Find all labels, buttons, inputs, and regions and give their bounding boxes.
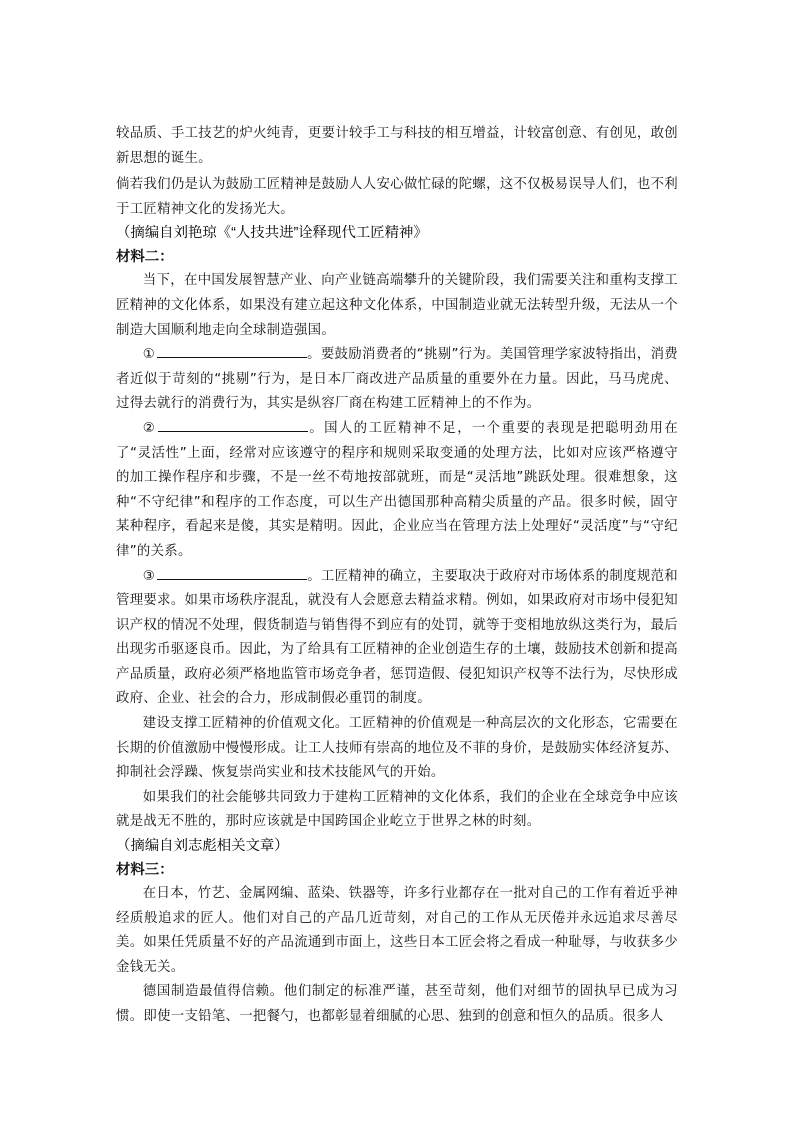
document-page <box>116 122 678 1030</box>
paragraph-text: 。要鼓励消费者的“挑剔”行为。美国管理学家波特指出，消费者近似于苛刻的“挑剔”行为，是日本厂商改进产品质量的重要外在力量。因此，马马虎虎、过得去就行的消费行为，其实是纵容厂商在构建工匠精神上的不作为。 <box>116 347 678 412</box>
paragraph: 当下，在中国发展智慧产业、向产业链高端攀升的关键阶段，我们需要关注和重构支撑工匠精神的文化体系，如果没有建立起这种文化体系，中国制造业就无法转型升级，无法从一个制造大国顺利地走向全球制造强国。 <box>116 273 678 338</box>
paragraph-text: 。工匠精神的确立，主要取决于政府对市场体系的制度规范和管理要求。如果市场秩序混乱，就没有人会愿意去精益求精。例如，如果政府对市场中侵犯知识产权的情况不处理，假货制造与销售得不到应有的处罚，就等于变相地放纵这类行为，最后出现劣币驱逐良币。因此，为了给具有工匠精神的企业创造生存的土壤，鼓励技术创新和提高产品质量，政府必须严格地监管市场竞争者，惩罚造假、侵犯知识产权等不法行为，尽快形成政府、企业、社会的合力，形成制假必重罚的制度。 <box>116 568 678 707</box>
paragraph: 较品质、手工技艺的炉火纯青，更要计较手工与科技的相互增益，计较富创意、有创见，敢创新思想的诞生。 <box>116 126 678 166</box>
blank-marker: ② <box>142 420 157 436</box>
paragraph: 建设支撑工匠精神的价值观文化。工匠精神的价值观是一种高层次的文化形态，它需要在长期的价值激励中慢慢形成。让工人技师有崇高的地位及不菲的身价，是鼓励实体经济复苏、抑制社会浮躁、恢复崇尚实业和技术技能风气的开始。 <box>116 716 678 781</box>
fill-blank-paragraph <box>116 565 678 713</box>
fill-blank-paragraph <box>116 343 678 417</box>
paragraph: 如果我们的社会能够共同致力于建构工匠精神的文化体系，我们的企业在全球竞争中应该就是战无不胜的，那时应该就是中国跨国企业屹立于世界之林的时刻。 <box>116 789 678 830</box>
source-citation: （摘编自刘志彪相关文章） <box>116 838 289 855</box>
answer-blank <box>158 417 308 432</box>
section-heading: 材料二： <box>116 249 174 266</box>
blank-marker: ③ <box>142 568 156 584</box>
paragraph: 在日本，竹艺、金属网编、蓝染、铁器等，许多行业都存在一批对自己的工作有着近乎神经质般追求的匠人。他们对自己的产品几近苛刻，对自己的工作从无厌倦并永远追求尽善尽美。如果任凭质量不好的产品流通到市面上，这些日本工匠会将之看成一种耻辱，与收获多少金钱无关。 <box>116 886 678 975</box>
section-heading: 材料三： <box>116 862 174 879</box>
paragraph: 倘若我们仍是认为鼓励工匠精神是鼓励人人安心做忙碌的陀螺，这不仅极易误导人们，也不利于工匠精神文化的发扬光大。 <box>116 177 678 217</box>
source-citation: （摘编自刘艳琼《“人技共进”诠释现代工匠精神》 <box>116 225 428 242</box>
answer-blank <box>157 565 307 580</box>
blank-marker: ① <box>142 347 156 363</box>
fill-blank-paragraph <box>116 417 678 565</box>
paragraph: 德国制造最值得信赖。他们制定的标准严谨，甚至苛刻，他们对细节的固执早已成为习惯。即使一支铅笔、一把餐勺，也都彰显着细腻的心思、独到的创意和恒久的品质。很多人 <box>116 984 678 1024</box>
paragraph-text: 。国人的工匠精神不足，一个重要的表现是把聪明劲用在了“灵活性”上面，经常对应该遵守的程序和规则采取变通的处理方法，比如对应该严格遵守的加工操作程序和步骤，不是一丝不苟地按部就班，而是“灵活地”跳跃处理。很难想象，这种“不守纪律”和程序的工作态度，可以生产出德国那种高精尖质量的产品。很多时候，固守某种程序，看起来是傻，其实是精明。因此，企业应当在管理方法上处理好“灵活度”与“守纪律”的关系。 <box>116 420 678 559</box>
answer-blank <box>157 343 307 358</box>
